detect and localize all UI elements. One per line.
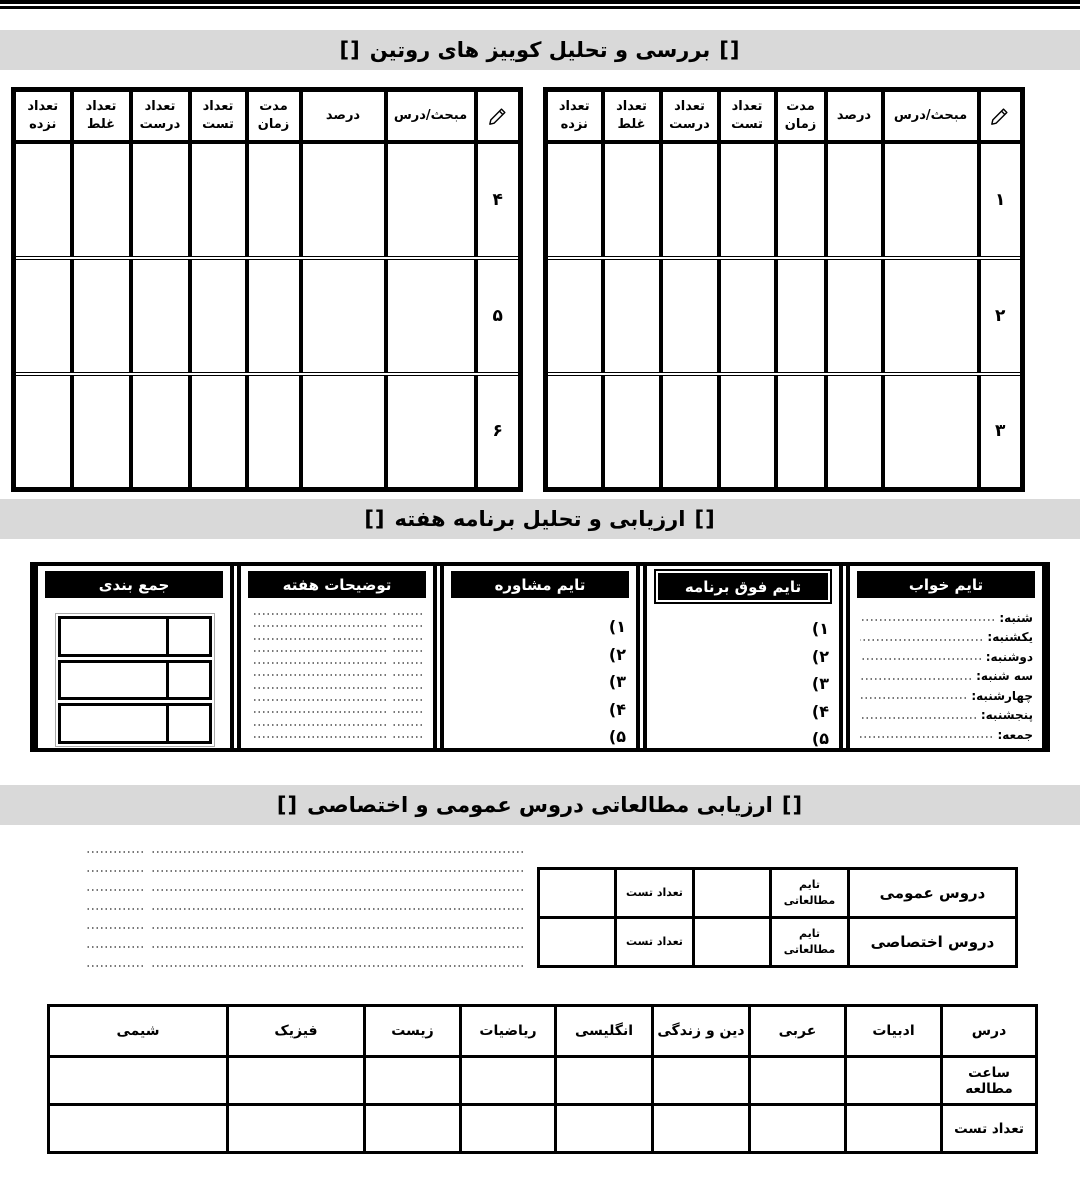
day-row: [860, 686, 1033, 706]
subject-header: زیست: [365, 1006, 461, 1057]
quiz-cell-empty[interactable]: [301, 374, 386, 490]
bracket: []: [364, 507, 386, 531]
study-time-label: تایم مطالعاتی: [771, 918, 849, 967]
subject-header: دین و زندگی: [653, 1006, 750, 1057]
quiz-cell-empty[interactable]: [247, 142, 301, 258]
subjects-data-row: [49, 1057, 1037, 1105]
quiz-cell-empty[interactable]: [190, 374, 247, 490]
bracket: []: [276, 793, 299, 817]
quiz-row: [546, 142, 1023, 258]
fill-in-line[interactable]: [254, 662, 422, 664]
numbered-item[interactable]: (۴: [608, 699, 626, 719]
quiz-row-number: ۶: [476, 374, 521, 490]
quiz-cell-empty[interactable]: [826, 374, 883, 490]
fill-in-line[interactable]: [254, 625, 422, 627]
subjects-table: [47, 1004, 1038, 1154]
quiz-row: [14, 374, 521, 490]
fill-in-line[interactable]: [254, 650, 422, 652]
summary-grid-row: [58, 616, 212, 657]
summary-cell[interactable]: [61, 663, 169, 698]
quiz-col-header: تعداد غلط: [72, 90, 131, 142]
study-summary-row: [0, 845, 1080, 984]
subject-header: فیزیک: [228, 1006, 365, 1057]
subject-header: ادبیات: [846, 1006, 942, 1057]
fill-in-line[interactable]: [860, 697, 966, 699]
quiz-cell-empty[interactable]: [301, 258, 386, 374]
fill-in-line[interactable]: [860, 717, 976, 719]
subject-header: عربی: [750, 1006, 846, 1057]
consult-time-items: [444, 598, 636, 748]
subject-header: ریاضیات: [461, 1006, 556, 1057]
course-group-label: دروس عمومی: [849, 869, 1017, 918]
summary-cell[interactable]: [169, 619, 209, 654]
test-count-label: تعداد تست: [616, 918, 694, 967]
quiz-cell-empty[interactable]: [386, 258, 476, 374]
quiz-cell-empty[interactable]: [247, 258, 301, 374]
quiz-cell-empty[interactable]: [603, 374, 661, 490]
sleep-days-list: [850, 598, 1042, 745]
summary-header: جمع بندی: [45, 571, 223, 598]
quiz-row-number: ۵: [476, 258, 521, 374]
quiz-cell-empty[interactable]: [14, 374, 72, 490]
quiz-cell-empty[interactable]: [546, 374, 603, 490]
numbered-item[interactable]: (۲: [811, 646, 829, 666]
test-count-label: تعداد تست: [616, 869, 694, 918]
section-title-week: [0, 499, 1080, 539]
quiz-table-left: [11, 87, 523, 492]
quiz-cell-empty[interactable]: [247, 374, 301, 490]
summary-cell[interactable]: [61, 706, 169, 741]
quiz-cell-empty[interactable]: [546, 258, 603, 374]
fill-in-line[interactable]: [254, 711, 422, 713]
day-row: [860, 608, 1033, 628]
pencil-header-cell: [979, 90, 1023, 142]
quiz-row-number: ۳: [979, 374, 1023, 490]
subject-header: انگلیسی: [556, 1006, 653, 1057]
quiz-cell-empty[interactable]: [131, 142, 190, 258]
quiz-cell-empty[interactable]: [661, 258, 719, 374]
week-col-summary: [34, 566, 234, 748]
bracket: []: [781, 793, 804, 817]
quiz-col-header: مبحث/درس: [883, 90, 979, 142]
fill-in-cell[interactable]: [461, 1057, 556, 1105]
subjects-header-row: [49, 1006, 1037, 1057]
quiz-col-header: درصد: [301, 90, 386, 142]
day-row: [860, 725, 1033, 745]
study-time-label: تایم مطالعاتی: [771, 869, 849, 918]
quiz-cell-empty[interactable]: [386, 142, 476, 258]
quiz-row-number: ۱: [979, 142, 1023, 258]
fill-in-line[interactable]: [254, 724, 422, 726]
fill-in-cell[interactable]: [49, 1105, 228, 1153]
bracket: []: [719, 38, 741, 62]
week-col-notes: [237, 566, 437, 748]
fill-in-line[interactable]: [254, 687, 422, 689]
fill-in-line[interactable]: [85, 889, 523, 891]
fill-in-line[interactable]: [254, 613, 422, 615]
section-title-week-text: ارزیابی و تحلیل برنامه هفته: [394, 507, 686, 531]
subjects-corner-header: درس: [942, 1006, 1037, 1057]
quiz-cell-empty[interactable]: [131, 374, 190, 490]
quiz-cell-empty[interactable]: [131, 258, 190, 374]
summary-grid-row: [58, 660, 212, 701]
section-title-quiz-text: بررسی و تحلیل کوییز های روتین: [369, 38, 711, 62]
quiz-cell-empty[interactable]: [776, 142, 826, 258]
fill-in-line[interactable]: [860, 658, 981, 660]
fill-in-cell[interactable]: [694, 869, 771, 918]
week-col-extra-time: [643, 566, 843, 748]
quiz-cell-empty[interactable]: [661, 374, 719, 490]
bracket: []: [694, 507, 716, 531]
quiz-col-header: تعداد غلط: [603, 90, 661, 142]
summary-table-row: [539, 869, 1017, 918]
subject-header: شیمی: [49, 1006, 228, 1057]
week-notes-header: توضیحات هفته: [248, 571, 426, 598]
quiz-row: [14, 142, 521, 258]
fill-in-cell[interactable]: [539, 869, 616, 918]
week-col-consult-time: [440, 566, 640, 748]
day-row: [860, 667, 1033, 687]
fill-in-cell[interactable]: [49, 1057, 228, 1105]
extra-time-header: تایم فوق برنامه: [658, 573, 828, 600]
fill-in-cell[interactable]: [750, 1105, 846, 1153]
section-title-study: [0, 785, 1080, 825]
sleep-time-header: تایم خواب: [857, 571, 1035, 598]
quiz-cell-empty[interactable]: [883, 258, 979, 374]
quiz-cell-empty[interactable]: [883, 374, 979, 490]
day-row: [860, 647, 1033, 667]
quiz-cell-empty[interactable]: [603, 258, 661, 374]
week-col-sleep-time: [846, 566, 1046, 748]
quiz-cell-empty[interactable]: [190, 142, 247, 258]
quiz-cell-empty[interactable]: [826, 258, 883, 374]
day-label: پنجشنبه:: [980, 708, 1033, 723]
study-notes-lines: [85, 845, 523, 984]
fill-in-line[interactable]: [860, 619, 994, 621]
fill-in-cell[interactable]: [846, 1105, 942, 1153]
quiz-cell-empty[interactable]: [546, 142, 603, 258]
fill-in-line[interactable]: [860, 639, 982, 641]
quiz-cell-empty[interactable]: [72, 374, 131, 490]
summary-grid-row: [58, 703, 212, 744]
bracket: []: [339, 38, 361, 62]
fill-in-line[interactable]: [254, 674, 422, 676]
numbered-item[interactable]: (۳: [811, 674, 829, 693]
quiz-row-number: ۴: [476, 142, 521, 258]
top-rule: [0, 0, 1080, 9]
numbered-item[interactable]: (۱: [608, 617, 626, 636]
quiz-col-header: مدت زمان: [776, 90, 826, 142]
quiz-row: [546, 374, 1023, 490]
day-label: دوشنبه:: [985, 649, 1033, 664]
quiz-cell-empty[interactable]: [826, 142, 883, 258]
fill-in-line[interactable]: [85, 946, 523, 948]
quiz-cell-empty[interactable]: [719, 374, 776, 490]
quiz-col-header: تعداد تست: [719, 90, 776, 142]
fill-in-cell[interactable]: [365, 1057, 461, 1105]
fill-in-cell[interactable]: [228, 1105, 365, 1153]
course-group-label: دروس اختصاصی: [849, 918, 1017, 967]
courses-summary-table: [537, 867, 1018, 968]
numbered-item[interactable]: (۵: [608, 727, 626, 746]
fill-in-cell[interactable]: [694, 918, 771, 967]
day-row: [860, 706, 1033, 726]
fill-in-cell[interactable]: [228, 1057, 365, 1105]
fill-in-cell[interactable]: [461, 1105, 556, 1153]
quiz-cell-empty[interactable]: [14, 142, 72, 258]
quiz-cell-empty[interactable]: [386, 374, 476, 490]
subjects-row-label: ساعت مطالعه: [942, 1057, 1037, 1105]
quiz-col-header: تعداد درست: [131, 90, 190, 142]
day-label: سه شنبه:: [976, 669, 1033, 684]
fill-in-cell[interactable]: [556, 1105, 653, 1153]
fill-in-line[interactable]: [85, 908, 523, 910]
pencil-icon: [990, 106, 1010, 126]
consult-time-header: تایم مشاوره: [451, 571, 629, 598]
pencil-icon: [488, 106, 508, 126]
quiz-cell-empty[interactable]: [776, 258, 826, 374]
day-label: جمعه:: [997, 727, 1033, 742]
fill-in-line[interactable]: [860, 678, 971, 680]
fill-in-line[interactable]: [85, 870, 523, 872]
subjects-data-row: [49, 1105, 1037, 1153]
quiz-row: [14, 258, 521, 374]
extra-time-items: [647, 600, 839, 748]
quiz-cell-empty[interactable]: [719, 258, 776, 374]
day-row: [860, 628, 1033, 648]
numbered-item[interactable]: (۲: [608, 644, 626, 664]
fill-in-line[interactable]: [254, 736, 422, 738]
quiz-cell-empty[interactable]: [14, 258, 72, 374]
section-title-study-text: ارزیابی مطالعاتی دروس عمومی و اختصاصی: [307, 793, 773, 817]
day-label: چهارشنبه:: [971, 688, 1033, 703]
quiz-cell-empty[interactable]: [603, 142, 661, 258]
quiz-cell-empty[interactable]: [190, 258, 247, 374]
quiz-col-header: مدت زمان: [247, 90, 301, 142]
quiz-tables: [0, 87, 1080, 492]
week-section: [30, 562, 1050, 752]
numbered-item[interactable]: (۵: [811, 729, 829, 748]
quiz-col-header: درصد: [826, 90, 883, 142]
fill-in-line[interactable]: [254, 638, 422, 640]
numbered-item[interactable]: (۱: [811, 619, 829, 638]
numbered-item[interactable]: (۳: [608, 672, 626, 691]
quiz-table-right: [543, 87, 1025, 492]
summary-cell[interactable]: [61, 619, 169, 654]
quiz-cell-empty[interactable]: [72, 142, 131, 258]
quiz-row-number: ۲: [979, 258, 1023, 374]
fill-in-line[interactable]: [85, 927, 523, 929]
quiz-cell-empty[interactable]: [661, 142, 719, 258]
fill-in-cell[interactable]: [365, 1105, 461, 1153]
quiz-cell-empty[interactable]: [72, 258, 131, 374]
fill-in-cell[interactable]: [653, 1105, 750, 1153]
quiz-cell-empty[interactable]: [883, 142, 979, 258]
quiz-cell-empty[interactable]: [719, 142, 776, 258]
week-notes-lines: [241, 598, 433, 738]
fill-in-cell[interactable]: [539, 918, 616, 967]
fill-in-cell[interactable]: [653, 1057, 750, 1105]
section-title-quiz: [0, 30, 1080, 70]
quiz-cell-empty[interactable]: [776, 374, 826, 490]
quiz-col-header: تعداد درست: [661, 90, 719, 142]
quiz-col-header: تعداد تست: [190, 90, 247, 142]
day-label: یکشنبه:: [987, 630, 1033, 645]
quiz-row: [546, 258, 1023, 374]
summary-table-row: [539, 918, 1017, 967]
quiz-col-header: تعداد نزده: [14, 90, 72, 142]
quiz-cell-empty[interactable]: [301, 142, 386, 258]
fill-in-line[interactable]: [85, 965, 523, 967]
summary-cell[interactable]: [169, 663, 209, 698]
subjects-row-label: تعداد تست: [942, 1105, 1037, 1153]
fill-in-line[interactable]: [860, 736, 992, 738]
quiz-col-header: مبحث/درس: [386, 90, 476, 142]
day-label: شنبه:: [999, 610, 1033, 625]
numbered-item[interactable]: (۴: [811, 701, 829, 721]
summary-grid: [55, 613, 215, 747]
pencil-header-cell: [476, 90, 521, 142]
fill-in-cell[interactable]: [846, 1057, 942, 1105]
quiz-col-header: تعداد نزده: [546, 90, 603, 142]
fill-in-cell[interactable]: [750, 1057, 846, 1105]
summary-cell[interactable]: [169, 706, 209, 741]
fill-in-line[interactable]: [254, 699, 422, 701]
fill-in-line[interactable]: [85, 851, 523, 853]
fill-in-cell[interactable]: [556, 1057, 653, 1105]
